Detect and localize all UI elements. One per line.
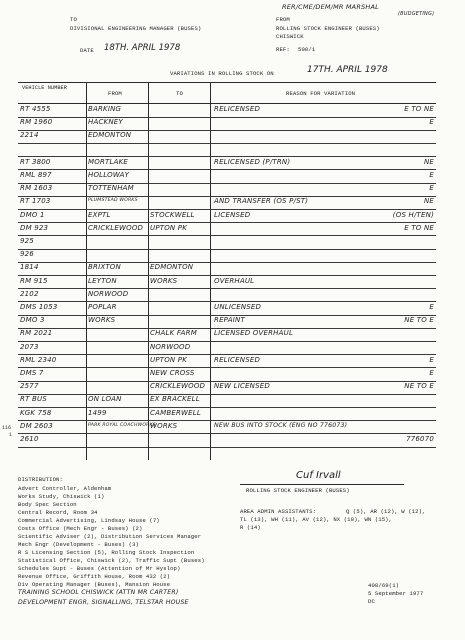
from-cell: LEYTON — [88, 276, 117, 285]
flag-cell: E — [429, 171, 434, 179]
table-row — [18, 237, 436, 248]
ref-label: REF: — [276, 46, 290, 53]
from-cell: BRIXTON — [88, 263, 121, 272]
to-cell: NEW CROSS — [150, 369, 195, 377]
vehicle-cell: 2577 — [20, 382, 39, 391]
from-cell: NORWOOD — [88, 289, 129, 298]
footer-initials: DC — [368, 598, 375, 605]
col-header-from: FROM — [108, 90, 122, 97]
from-cell: PARK ROYAL COACHWORKS — [88, 422, 156, 428]
col-header-reason: REASON FOR VARIATION — [286, 90, 356, 97]
to-cell: CRICKLEWOOD — [150, 382, 206, 391]
distribution-line: Costs Office (Mech Engr - Buses) (2) — [18, 525, 143, 532]
to-cell: NORWOOD — [150, 342, 191, 351]
distribution-line: Statistical Office, Chiswick (2), Traffic Supt (Buses) — [18, 557, 205, 564]
vehicle-cell: 1814 — [20, 263, 39, 272]
vehicle-cell: RT 4555 — [20, 105, 51, 113]
vehicle-cell: DMS 7 — [20, 369, 44, 377]
vehicle-cell: 2610 — [20, 435, 39, 443]
table-row — [18, 145, 436, 156]
distribution-line: Advert Controller, Aldenham — [18, 485, 112, 492]
table-header-rule — [18, 103, 436, 104]
vehicle-cell: RT 1703 — [20, 197, 51, 206]
reason-cell: REPAINT — [214, 316, 245, 325]
distribution-line: Works Study, Chiswick (1) — [18, 493, 105, 500]
table-row — [18, 329, 436, 340]
flag-cell: E — [429, 355, 434, 364]
area-admin-line-3: R (14) — [240, 524, 261, 531]
reason-cell: RELICENSED (P/TRN) — [214, 157, 291, 166]
margin-number: 1 — [9, 432, 13, 438]
flag-cell: NE TO E — [404, 382, 434, 391]
margin-number: 116 — [2, 425, 12, 431]
table-row — [18, 303, 436, 314]
from-value-1: ROLLING STOCK ENGINEER (BUSES) — [276, 25, 380, 32]
table-row — [18, 343, 436, 354]
vehicle-cell: RML 897 — [20, 171, 52, 179]
distribution-line: Schedules Supt - Buses (Attention of Mr Hyslop) — [18, 565, 181, 572]
table-row — [18, 409, 436, 420]
flag-cell: E TO NE — [404, 105, 434, 113]
to-cell: WORKS — [150, 276, 178, 285]
distribution-hand-line: TRAINING SCHOOL CHISWICK (ATTN MR CARTER) — [18, 589, 179, 596]
from-cell: 1499 — [88, 408, 107, 417]
signature-line — [240, 484, 404, 485]
date-label: DATE — [80, 47, 94, 54]
area-admin-line-1: Q (5), AR (12), W (12), — [346, 508, 426, 515]
title-date: 17TH. APRIL 1978 — [307, 65, 388, 75]
from-cell: BARKING — [88, 105, 122, 113]
ref-value: 500/1 — [298, 46, 316, 53]
reason-cell: NEW LICENSED — [214, 382, 270, 391]
table-row — [18, 435, 436, 446]
table-row — [18, 263, 436, 274]
from-value-2: CHISWICK — [276, 33, 304, 40]
vehicle-cell: RT 3800 — [20, 157, 51, 166]
handwritten-cc: RER/CME/DEM/MR MARSHAL — [282, 3, 379, 11]
flag-cell: E — [429, 369, 434, 377]
table-row — [18, 316, 436, 327]
title-prefix: VARIATIONS IN ROLLING STOCK ON — [170, 70, 274, 77]
to-cell: EDMONTON — [150, 263, 194, 272]
from-cell: MORTLAKE — [88, 157, 128, 166]
col-header-vehicle: VEHICLE NUMBER — [22, 85, 67, 91]
to-cell: UPTON PK — [150, 223, 188, 232]
vehicle-cell: 2073 — [20, 342, 39, 351]
from-cell: ON LOAN — [88, 395, 122, 404]
flag-cell: E — [429, 184, 434, 193]
vehicle-cell: RM 1603 — [20, 184, 53, 193]
from-cell: TOTTENHAM — [88, 184, 134, 193]
to-value: DIVISIONAL ENGINEERING MANAGER (BUSES) — [70, 25, 202, 32]
distribution-line: Body Spec Section — [18, 501, 77, 508]
vehicle-cell: DMS 1053 — [20, 303, 58, 311]
footer-date: 5 September 1977 — [368, 590, 424, 597]
vehicle-cell: RML 2340 — [20, 355, 57, 364]
vehicle-cell: 926 — [20, 250, 34, 259]
from-label: FROM — [276, 16, 290, 23]
to-cell: CAMBERWELL — [150, 408, 201, 417]
to-cell: STOCKWELL — [150, 210, 195, 219]
row-rule — [18, 447, 436, 448]
to-cell: EX BRACKELL — [150, 395, 200, 404]
distribution-line: Mech Engr (Development - Buses) (3) — [18, 541, 139, 548]
table-row — [18, 395, 436, 406]
table-row — [18, 382, 436, 393]
reason-cell: RELICENSED — [214, 105, 261, 113]
distribution-hand-line: DEVELOPMENT ENGR, SIGNALLING, TELSTAR HOUSE — [18, 599, 189, 606]
to-label: TO — [70, 16, 77, 23]
flag-cell: NE — [423, 157, 434, 166]
distribution-line: Scientific Adviser (2), Distribution Services Manager — [18, 533, 202, 540]
from-cell: HACKNEY — [88, 118, 123, 127]
vehicle-cell: RM 2021 — [20, 329, 53, 338]
from-cell: PLUMSTEAD WORKS — [88, 198, 138, 204]
table-row — [18, 171, 436, 182]
table-row — [18, 105, 436, 116]
vehicle-cell: 2214 — [20, 131, 39, 140]
from-cell: EXPTL — [88, 210, 111, 219]
vehicle-cell: DM 923 — [20, 223, 49, 232]
to-cell: CHALK FARM — [150, 329, 197, 338]
area-admin-line-2: TL (13), WH (11), AV (12), NX (10), WN (15), — [240, 516, 393, 523]
flag-cell: E — [429, 118, 434, 127]
vehicle-cell: 2102 — [20, 289, 39, 298]
table-row — [18, 118, 436, 129]
col-header-to: TO — [176, 90, 183, 97]
from-cell: WORKS — [88, 316, 116, 325]
from-cell: EDMONTON — [88, 131, 132, 140]
table-row — [18, 197, 436, 208]
distribution-line: Div Operating Manager (Buses), Mansion House — [18, 581, 171, 588]
reason-cell: OVERHAUL — [214, 276, 255, 285]
distribution-line: Revenue Office, Griffith House, Room 432 (2) — [18, 573, 171, 580]
reason-cell: RELICENSED — [214, 355, 261, 364]
vehicle-cell: RT BUS — [20, 395, 47, 404]
reason-cell: NEW BUS INTO STOCK (ENG NO 776073) — [214, 421, 348, 429]
reason-cell: LICENSED OVERHAUL — [214, 329, 294, 338]
vehicle-cell: DM 2603 — [20, 421, 53, 430]
table-row — [18, 356, 436, 367]
area-admin-label: AREA ADMIN ASSISTANTS: — [240, 508, 317, 515]
reason-cell: UNLICENSED — [214, 303, 262, 311]
distribution-line: R S Licensing Section (5), Rolling Stock Inspection — [18, 549, 195, 556]
table-row — [18, 290, 436, 301]
table-row — [18, 158, 436, 169]
vehicle-cell: DMO 1 — [20, 210, 45, 219]
flag-cell: E TO NE — [404, 223, 434, 232]
reason-cell: AND TRANSFER (OS P/ST) — [214, 197, 309, 206]
vehicle-cell: 925 — [20, 237, 34, 245]
distribution-heading: DISTRIBUTION: — [18, 476, 63, 483]
to-cell: UPTON PK — [150, 355, 188, 364]
flag-cell: 776070 — [406, 435, 434, 443]
signature: Cuf Irvall — [296, 470, 341, 481]
table-row — [18, 422, 436, 433]
table-row — [18, 211, 436, 222]
table-row — [18, 224, 436, 235]
to-cell: WORKS — [150, 421, 178, 430]
flag-cell: NE — [423, 197, 434, 206]
table-row — [18, 131, 436, 142]
distribution-line: Commercial Advertising, Lindsay House (7) — [18, 517, 160, 524]
from-cell: POPLAR — [88, 303, 117, 311]
signature-title: ROLLING STOCK ENGINEER (BUSES) — [246, 487, 350, 494]
table-row — [18, 277, 436, 288]
table-row — [18, 184, 436, 195]
flag-cell: NE TO E — [404, 316, 434, 325]
table-row — [18, 250, 436, 261]
date-value: 18TH. APRIL 1978 — [104, 43, 181, 53]
table-top-rule — [18, 82, 436, 83]
distribution-line: Central Record, Room 34 — [18, 509, 98, 516]
from-cell: CRICKLEWOOD — [88, 223, 144, 232]
vehicle-cell: DMO 3 — [20, 316, 45, 325]
footer-code: 408/69(1) — [368, 582, 400, 589]
handwritten-cc-sub: (BUDGETING) — [398, 11, 435, 17]
flag-cell: E — [429, 303, 434, 311]
from-cell: HOLLOWAY — [88, 171, 130, 179]
vehicle-cell: KGK 758 — [20, 408, 52, 417]
vehicle-cell: RM 1960 — [20, 118, 53, 127]
table-row — [18, 369, 436, 380]
flag-cell: (OS H/TEN) — [392, 210, 434, 219]
vehicle-cell: RM 915 — [20, 276, 48, 285]
reason-cell: LICENSED — [214, 210, 251, 219]
